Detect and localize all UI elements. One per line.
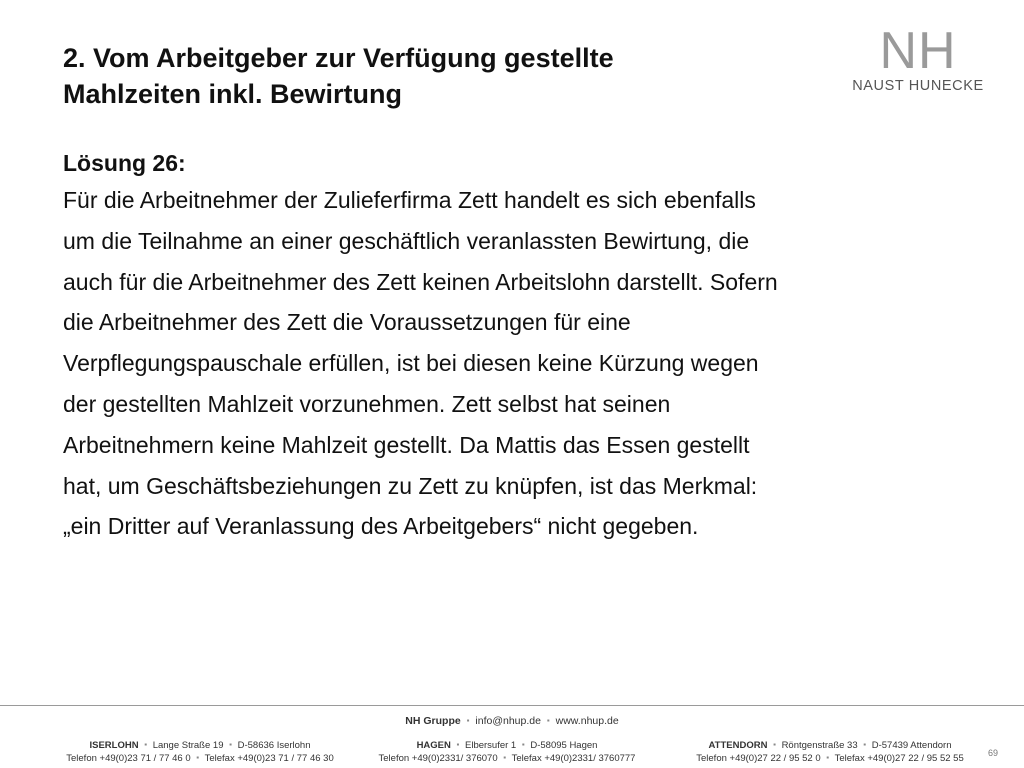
solution-heading: Lösung 26:: [63, 150, 186, 176]
solution-text-line: auch für die Arbeitnehmer des Zett keinen Arbeitslohn darstellt. Sofern: [63, 268, 778, 295]
office-city: ISERLOHN: [89, 740, 139, 751]
slide-title-line-1: 2. Vom Arbeitgeber zur Verfügung gestellte: [63, 43, 614, 73]
office-phone: Telefon +49(0)23 71 / 77 46 0: [66, 753, 191, 764]
separator-icon: ▪: [863, 740, 867, 749]
solution-text-line: hat, um Geschäftsbeziehungen zu Zett zu knüpfen, ist das Merkmal:: [63, 472, 758, 499]
footer-office-iserlohn: [50, 739, 350, 765]
footer-email-link[interactable]: info@nhup.de: [475, 715, 541, 727]
office-postal: D-58095 Hagen: [530, 740, 598, 751]
company-logo: [832, 24, 1004, 96]
separator-icon: ▪: [503, 753, 507, 762]
office-city: ATTENDORN: [708, 740, 768, 751]
office-fax: Telefax +49(0)27 22 / 95 52 55: [834, 753, 964, 764]
solution-text-line: „ein Dritter auf Veranlassung des Arbeitgebers“ nicht gegeben.: [63, 513, 699, 540]
separator-icon: ▪: [826, 753, 830, 762]
separator-icon: ▪: [144, 740, 148, 749]
footer-group-name: NH Gruppe: [405, 715, 461, 727]
office-fax: Telefax +49(0)23 71 / 77 46 30: [204, 753, 334, 764]
office-street: Röntgenstraße 33: [781, 740, 858, 751]
office-phone: Telefon +49(0)2331/ 376070: [378, 753, 498, 764]
footer-office-attendorn: [680, 739, 980, 765]
separator-icon: ▪: [773, 740, 776, 749]
solution-text-line: der gestellten Mahlzeit vorzunehmen. Zett selbst hat seinen: [63, 390, 671, 417]
logo-mark: NH: [879, 22, 957, 80]
separator-icon: ▪: [229, 740, 232, 749]
slide-title-line-2: Mahlzeiten inkl. Bewirtung: [63, 79, 403, 109]
solution-text-line: um die Teilnahme an einer geschäftlich veranlassten Bewirtung, die: [63, 227, 750, 254]
solution-text-line: Verpflegungspauschale erfüllen, ist bei diesen keine Kürzung wegen: [63, 350, 759, 377]
slide-title: [63, 40, 823, 112]
solution-text-line: die Arbeitnehmer des Zett die Voraussetzungen für eine: [63, 309, 631, 336]
slide-content: [63, 148, 963, 547]
solution-text-line: Arbeitnehmern keine Mahlzeit gestellt. Da Mattis das Essen gestellt: [63, 431, 750, 458]
office-street: Elbersufer 1: [465, 740, 517, 751]
separator-icon: ▪: [196, 753, 200, 762]
solution-text-line: Für die Arbeitnehmer der Zulieferfirma Zett handelt es sich ebenfalls: [63, 187, 756, 213]
office-postal: D-57439 Attendorn: [871, 740, 952, 751]
separator-icon: ▪: [466, 716, 470, 725]
footer-office-hagen: [362, 739, 652, 765]
page-number: 69: [988, 748, 999, 758]
office-fax: Telefax +49(0)2331/ 3760777: [511, 753, 636, 764]
separator-icon: ▪: [546, 716, 550, 725]
logo-company-name: NAUST HUNECKE: [852, 78, 984, 94]
office-street: Lange Straße 19: [152, 740, 224, 751]
separator-icon: ▪: [456, 740, 460, 749]
footer-website-link[interactable]: www.nhup.de: [555, 715, 619, 727]
office-phone: Telefon +49(0)27 22 / 95 52 0: [696, 753, 821, 764]
footer-divider: [0, 705, 1024, 706]
separator-icon: ▪: [521, 740, 525, 749]
office-city: HAGEN: [416, 740, 451, 751]
office-postal: D-58636 Iserlohn: [237, 740, 311, 751]
footer-contact: [0, 714, 1024, 728]
solution-text: [63, 180, 963, 547]
